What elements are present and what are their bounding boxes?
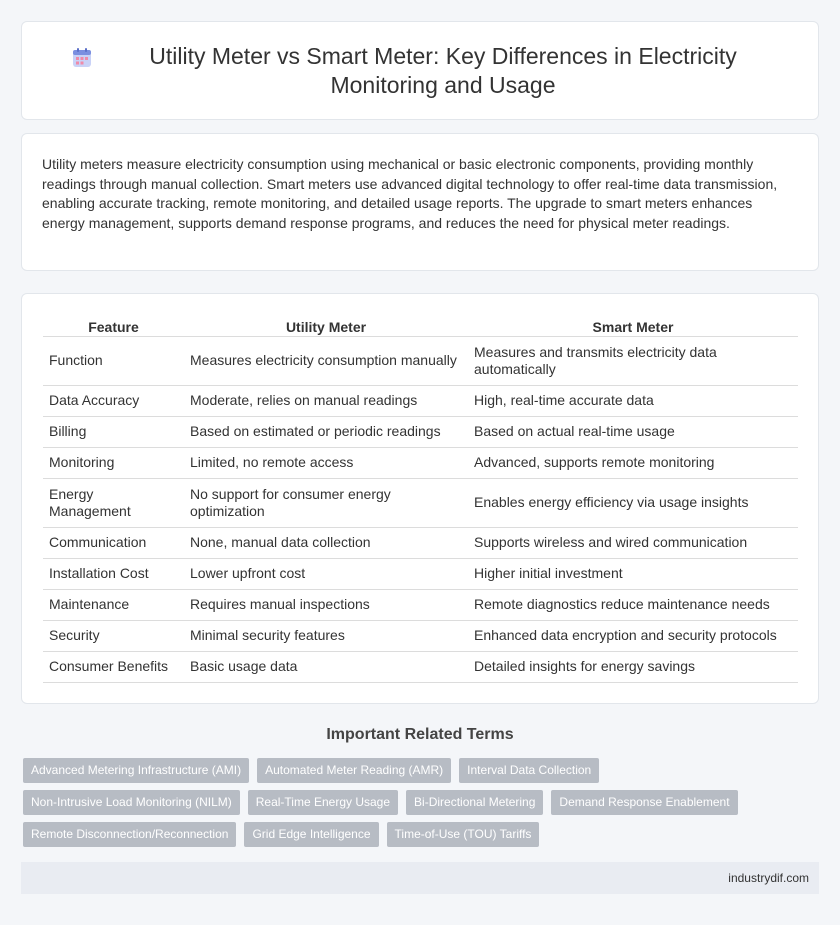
feature-cell: Data Accuracy	[43, 386, 184, 417]
utility-cell: Minimal security features	[184, 621, 468, 652]
table-row	[43, 386, 798, 417]
table-row	[43, 590, 798, 621]
utility-cell: Lower upfront cost	[184, 559, 468, 590]
term-tag[interactable]: Advanced Metering Infrastructure (AMI)	[23, 758, 249, 783]
footer	[21, 862, 819, 894]
table-card	[21, 293, 819, 704]
term-row	[23, 758, 823, 783]
intro-text: Utility meters measure electricity consumption using mechanical or basic electronic components, providing monthly readings through manual collection. Smart meters use advanced digital technology to offer real-time data transmission, enabling accurate tracking, remote monitoring, and detailed usage reports. The upgrade to smart meters enhances energy management, supports demand response programs, and reduces the need for physical meter readings.	[42, 156, 778, 231]
term-row	[23, 790, 823, 815]
smart-cell: High, real-time accurate data	[468, 386, 798, 417]
utility-cell: None, manual data collection	[184, 528, 468, 559]
table-row	[43, 528, 798, 559]
utility-cell: Limited, no remote access	[184, 448, 468, 479]
feature-cell: Consumer Benefits	[43, 652, 184, 683]
smart-cell: Higher initial investment	[468, 559, 798, 590]
term-tag[interactable]: Automated Meter Reading (AMR)	[257, 758, 451, 783]
title-card	[21, 21, 819, 120]
smart-cell: Enables energy efficiency via usage insights	[468, 479, 798, 528]
term-tag[interactable]: Time-of-Use (TOU) Tariffs	[387, 822, 540, 847]
term-tag[interactable]: Bi-Directional Metering	[406, 790, 543, 815]
calendar-icon	[70, 46, 94, 70]
intro-card	[21, 133, 819, 271]
table-row	[43, 417, 798, 448]
utility-cell: No support for consumer energy optimization	[184, 479, 468, 528]
comparison-table	[43, 315, 798, 683]
table-header-row	[43, 315, 798, 337]
term-tag[interactable]: Interval Data Collection	[459, 758, 599, 783]
feature-cell: Security	[43, 621, 184, 652]
term-tag[interactable]: Grid Edge Intelligence	[244, 822, 378, 847]
table-row	[43, 337, 798, 386]
term-tag[interactable]: Demand Response Enablement	[551, 790, 737, 815]
smart-cell: Advanced, supports remote monitoring	[468, 448, 798, 479]
feature-cell: Installation Cost	[43, 559, 184, 590]
feature-cell: Energy Management	[43, 479, 184, 528]
smart-cell: Detailed insights for energy savings	[468, 652, 798, 683]
header-utility-meter: Utility Meter	[184, 315, 468, 337]
feature-cell: Communication	[43, 528, 184, 559]
table-row	[43, 479, 798, 528]
related-terms-title: Important Related Terms	[326, 726, 514, 743]
smart-cell: Based on actual real-time usage	[468, 417, 798, 448]
title-wrap	[70, 42, 770, 100]
term-tag[interactable]: Remote Disconnection/Reconnection	[23, 822, 236, 847]
header-smart-meter: Smart Meter	[468, 315, 798, 337]
feature-cell: Function	[43, 337, 184, 386]
utility-cell: Basic usage data	[184, 652, 468, 683]
related-terms	[23, 758, 823, 854]
feature-cell: Monitoring	[43, 448, 184, 479]
utility-cell: Measures electricity consumption manually	[184, 337, 468, 386]
feature-cell: Billing	[43, 417, 184, 448]
utility-cell: Based on estimated or periodic readings	[184, 417, 468, 448]
term-tag[interactable]: Non-Intrusive Load Monitoring (NILM)	[23, 790, 240, 815]
table-row	[43, 652, 798, 683]
smart-cell: Measures and transmits electricity data automatically	[468, 337, 798, 386]
footer-site[interactable]: industrydif.com	[728, 871, 809, 885]
feature-cell: Maintenance	[43, 590, 184, 621]
page-title: Utility Meter vs Smart Meter: Key Differences in Electricity Monitoring and Usage	[149, 42, 737, 98]
utility-cell: Moderate, relies on manual readings	[184, 386, 468, 417]
header-feature: Feature	[43, 315, 184, 337]
smart-cell: Enhanced data encryption and security protocols	[468, 621, 798, 652]
table-row	[43, 448, 798, 479]
table-row	[43, 559, 798, 590]
utility-cell: Requires manual inspections	[184, 590, 468, 621]
smart-cell: Supports wireless and wired communication	[468, 528, 798, 559]
smart-cell: Remote diagnostics reduce maintenance needs	[468, 590, 798, 621]
table-row	[43, 621, 798, 652]
term-tag[interactable]: Real-Time Energy Usage	[248, 790, 398, 815]
term-row	[23, 822, 823, 847]
